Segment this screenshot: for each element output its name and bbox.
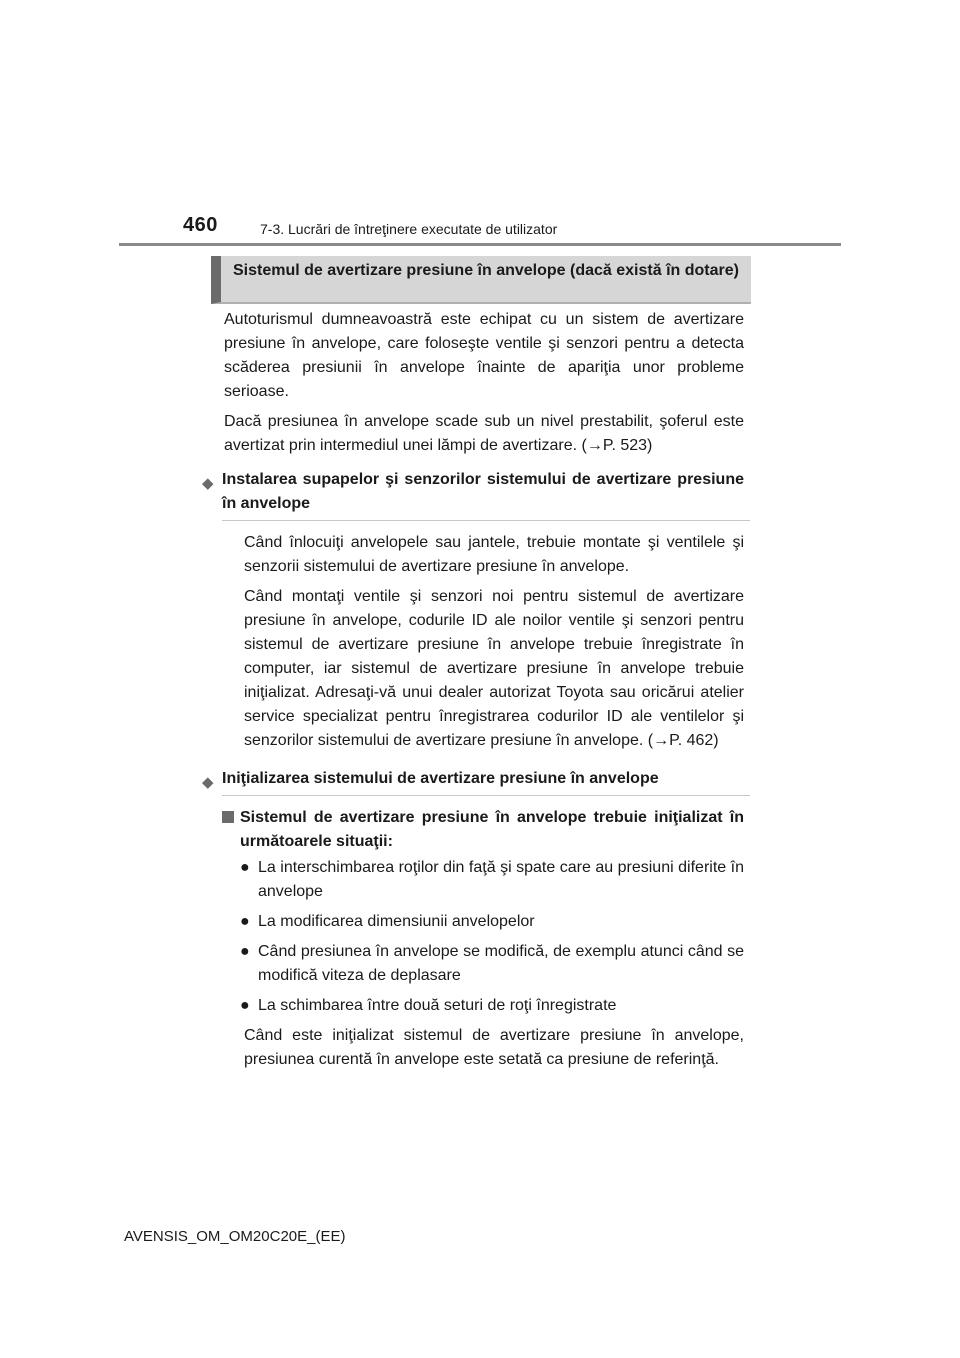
intro-paragraph-2: Dacă presiunea în anvelope scade sub un nivel prestabilit, şoferul este avertizat prin intermediul unei lămpi de avertizare. (→P. 523) xyxy=(224,413,744,454)
subsection-divider xyxy=(222,795,750,796)
list-item: ● La interschimbarea roţilor din faţă şi spate care au presiuni diferite în anvelope xyxy=(240,856,744,904)
installation-paragraph-2: Când montaţi ventile şi senzori noi pentru sistemul de avertizare presiune în anvelope, codurile ID ale noilor ventile şi senzori pentru sistemul de avertizare presiune în anvelope trebuie înregistrate în computer, iar sistemul de avertizare presiune în anvelope trebuie iniţializat. Adresaţi-vă unui dealer autorizat Toyota sau oricărui atelier service specializat pentru înregistrarea codurilor ID ale ventilelor şi senzorilor sistemului de avertizare presiune în anvelope. (→P. 462) xyxy=(244,588,744,749)
page-number: 460 xyxy=(183,214,218,236)
bullet-dot-icon: ● xyxy=(240,913,250,930)
chapter-title: 7-3. Lucrări de întreţinere executate de utilizator xyxy=(260,221,558,237)
block-title: Sistemul de avertizare presiune în anvelope trebuie iniţializat în următoarele situaţii: xyxy=(240,809,744,850)
section-title: Sistemul de avertizare presiune în anvelope (dacă există în dotare) xyxy=(211,256,751,304)
square-bullet-icon xyxy=(222,811,234,823)
installation-body xyxy=(244,531,744,753)
subsection-heading-initialization xyxy=(202,767,744,791)
list-item: ● Când presiunea în anvelope se modifică, de exemplu atunci când se modifică viteza de deplasare xyxy=(240,940,744,988)
initialization-block-heading xyxy=(222,806,744,854)
header-divider xyxy=(119,243,841,246)
diamond-icon: ◆ xyxy=(202,475,214,492)
list-item: ● La modificarea dimensiunii anvelopelor xyxy=(240,910,744,934)
installation-paragraph-1: Când înlocuiţi anvelopele sau jantele, trebuie montate şi ventilele şi senzorii sistemului de avertizare presiune în anvelope. xyxy=(244,534,744,575)
bullet-dot-icon: ● xyxy=(240,997,250,1014)
page-content xyxy=(202,308,744,1072)
subsection-title: Instalarea supapelor şi senzorilor sistemului de avertizare presiune în anvelope xyxy=(222,471,744,512)
bullet-dot-icon: ● xyxy=(240,859,250,876)
subsection-heading-installation xyxy=(202,468,744,516)
intro-paragraph-1: Autoturismul dumneavoastră este echipat cu un sistem de avertizare presiune în anvelope, care foloseşte ventile şi senzori pentru a detecta scăderea presiunii în anvelope înainte de apariţia unor probleme serioase. xyxy=(224,311,744,400)
subsection-title: Iniţializarea sistemului de avertizare presiune în anvelope xyxy=(222,770,659,787)
diamond-icon: ◆ xyxy=(202,774,214,791)
list-item: ● La schimbarea între două seturi de roţi înregistrate xyxy=(240,994,744,1018)
bullet-dot-icon: ● xyxy=(240,943,250,960)
subsection-divider xyxy=(222,520,750,521)
initialization-closing-paragraph: Când este iniţializat sistemul de avertizare presiune în anvelope, presiunea curentă în anvelope este setată ca presiune de referinţă. xyxy=(244,1027,744,1068)
footer-document-code: AVENSIS_OM_OM20C20E_(EE) xyxy=(124,1228,346,1245)
